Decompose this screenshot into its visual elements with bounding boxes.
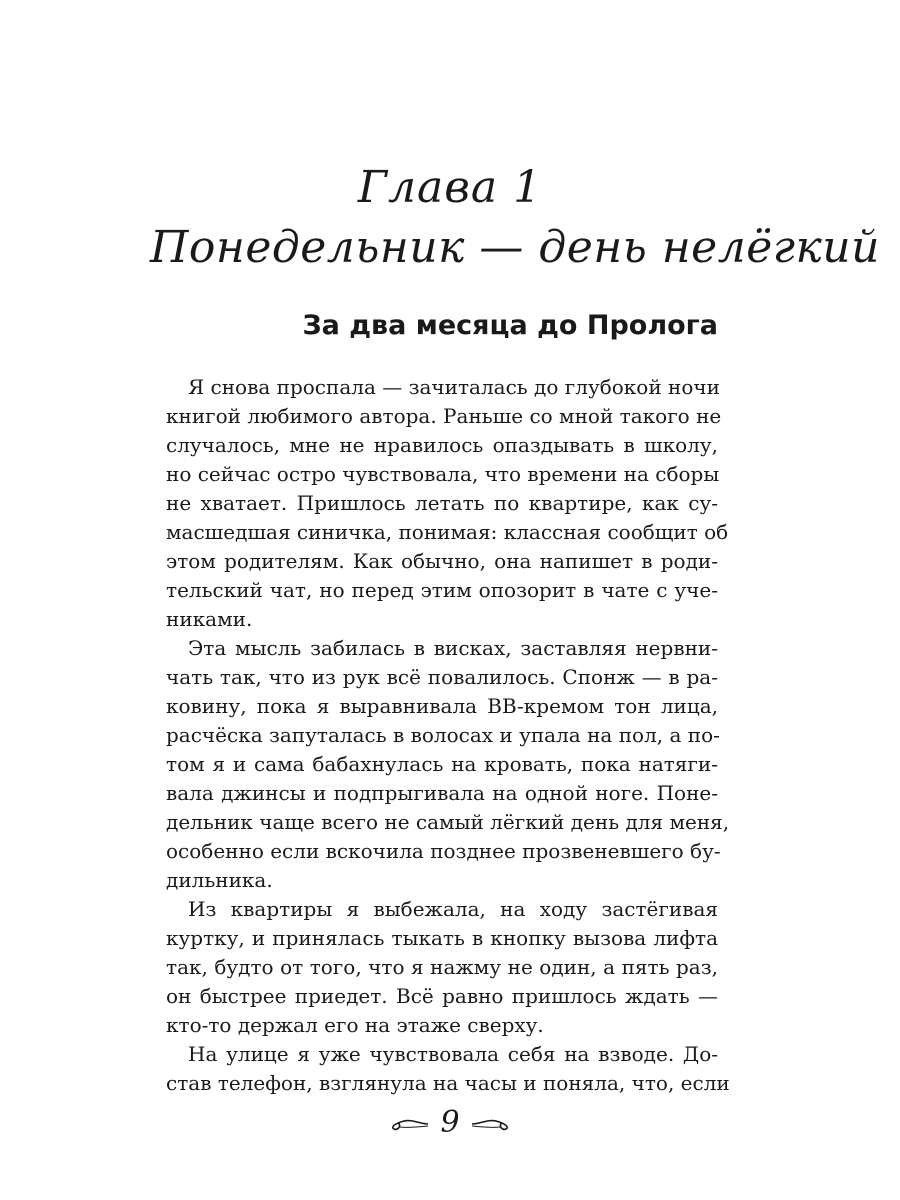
chapter-label: Глава 1 (357, 162, 543, 213)
text-line: так, будто от того, что я нажму не один, а пять раз, (166, 955, 718, 979)
text-line: книгой любимого автора. Раньше со мной такого не (166, 404, 722, 428)
text-line: Я снова проспала — зачиталась до глубокой ночи (188, 375, 720, 399)
left-flourish-ornament (386, 1113, 430, 1133)
page-number: 9 (440, 1105, 460, 1140)
text-line: дильника. (166, 868, 273, 892)
text-line: не хватает. Пришлось летать по квартире, как су- (166, 491, 718, 515)
paragraph (166, 634, 730, 895)
text-line: куртку, и принялась тыкать в кнопку вызова лифта (166, 926, 718, 950)
text-line: особенно если вскочила позднее прозвеневшего бу- (166, 839, 721, 863)
section-heading: За два месяца до Пролога (302, 310, 718, 341)
text-line: расчёска запуталась в волосах и упала на пол, а по- (166, 723, 720, 747)
text-line: кто-то держал его на этаже сверху. (166, 1013, 544, 1037)
text-line: тельский чат, но перед этим опозорит в чате с уче- (166, 578, 718, 602)
text-line: ковину, пока я выравнивала BB-кремом тон лица, (166, 694, 718, 718)
text-line: вала джинсы и подпрыгивала на одной ноге. Поне- (166, 781, 718, 805)
paragraph (166, 1040, 730, 1098)
text-line: Эта мысль забилась в висках, заставляя нервни- (188, 636, 718, 660)
text-line: но сейчас остро чувствовала, что времени на сборы (166, 462, 720, 486)
body-text (166, 373, 730, 1098)
chapter-title: Понедельник — день нелёгкий (150, 222, 880, 273)
text-line: никами. (166, 607, 253, 631)
paragraph (166, 895, 718, 1040)
right-flourish-ornament (470, 1113, 514, 1133)
text-line: он быстрее приедет. Всё равно пришлось ждать — (166, 984, 718, 1008)
page-footer (0, 1105, 900, 1140)
paragraph (166, 373, 729, 634)
text-line: чать так, что из рук всё повалилось. Спонж — в ра- (166, 665, 718, 689)
text-line: став телефон, взглянула на часы и поняла, что, если (166, 1071, 730, 1095)
text-line: Из квартиры я выбежала, на ходу застёгивая (188, 897, 718, 921)
text-line: случалось, мне не нравилось опаздывать в школу, (166, 433, 718, 457)
text-line: дельник чаще всего не самый лёгкий день для меня, (166, 810, 730, 834)
text-line: масшедшая синичка, понимая: классная сообщит об (166, 520, 729, 544)
text-line: этом родителям. Как обычно, она напишет в роди- (166, 549, 718, 573)
text-line: том я и сама бабахнулась на кровать, пока натяги- (166, 752, 718, 776)
text-line: На улице я уже чувствовала себя на взводе. До- (188, 1042, 718, 1066)
